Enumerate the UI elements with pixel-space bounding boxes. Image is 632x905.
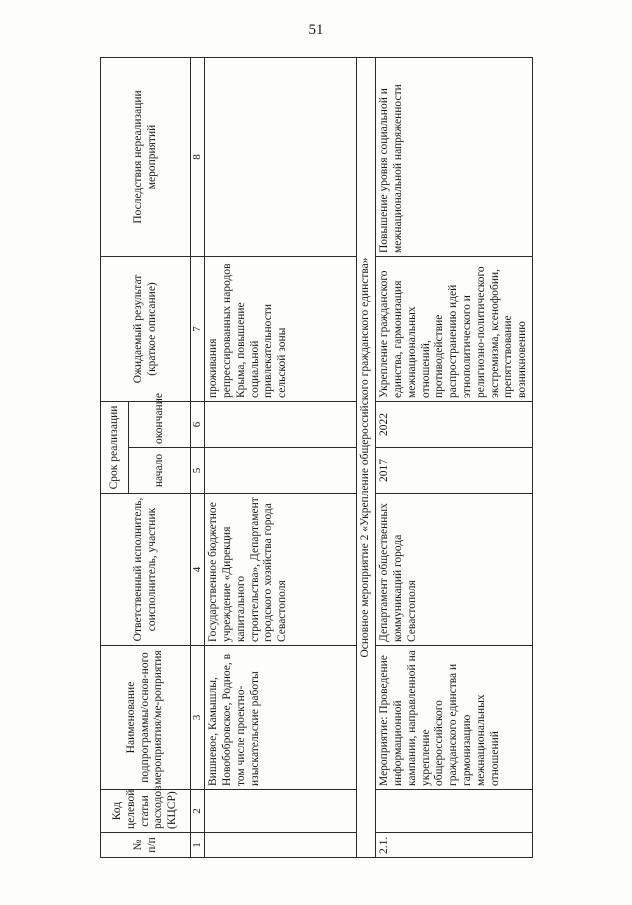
page-number: 51 xyxy=(308,22,324,38)
header-responsible: Ответственный исполнитель, соисполнитель, участник xyxy=(101,494,191,646)
cell-responsible: Государственное бюджетное учреждение «Дирекция капитального строительства», Департамент городского хозяйства города Севастополя xyxy=(205,494,357,646)
cell-name: Мероприятие: Проведение информационной кампании, направленной на укрепление общероссийского гражданского единства и гармонизацию межнациональных отношений xyxy=(376,646,533,790)
section-row xyxy=(357,58,376,858)
cell-consequences xyxy=(205,58,357,257)
column-number-row xyxy=(191,58,205,858)
cell-name: Вишневое, Камышлы, Новобобровское, Родное, в том числе проектно-изыскательские работы xyxy=(205,646,357,790)
cell-result: Укрепление гражданского единства, гармонизация межнациональных отношений, противодействие распространению идей этнополитического и религиозно-политического экстремизма, ксенофобии, препятствование возникновению xyxy=(376,257,533,402)
cell-responsible: Департамент общественных коммуникаций города Севастополя xyxy=(376,494,533,646)
column-number: 1 xyxy=(191,833,205,858)
table-row xyxy=(205,58,357,858)
cell-start xyxy=(205,448,357,494)
column-number: 8 xyxy=(191,58,205,257)
column-number: 4 xyxy=(191,494,205,646)
section-title: Основное мероприятие 2 «Укрепление общероссийского гражданского единства» xyxy=(357,58,376,858)
cell-end: 2022 xyxy=(376,402,533,448)
header-row-top xyxy=(101,58,129,858)
rotated-table-container xyxy=(100,58,532,858)
header-result: Ожидаемый результат (краткое описание) xyxy=(101,257,191,402)
cell-num: 2.1. xyxy=(376,833,533,858)
header-kcsr: Код целевой статьи расходов (КЦСР) xyxy=(101,790,191,833)
cell-consequences: Повышение уровня социальной и межнациональной напряженности xyxy=(376,58,533,257)
cell-kcsr xyxy=(205,790,357,833)
header-period: Срок реализации xyxy=(101,402,129,494)
column-number: 3 xyxy=(191,646,205,790)
cell-end xyxy=(205,402,357,448)
column-number: 7 xyxy=(191,257,205,402)
table-row xyxy=(376,58,533,858)
header-name: Наименование подпрограммы/основ-ного мероприятия/ме-роприятия xyxy=(101,646,191,790)
header-consequences: Последствия нереализации мероприятий xyxy=(101,58,191,257)
column-number: 6 xyxy=(191,402,205,448)
cell-start: 2017 xyxy=(376,448,533,494)
column-number: 2 xyxy=(191,790,205,833)
cell-result: проживания репрессированных народов Крыма, повышение социальной привлекательности сельской зоны xyxy=(205,257,357,402)
header-start: начало xyxy=(129,448,191,494)
cell-num xyxy=(205,833,357,858)
header-end: окончание xyxy=(129,402,191,448)
cell-kcsr xyxy=(376,790,533,833)
column-number: 5 xyxy=(191,448,205,494)
program-measures-table xyxy=(100,57,533,858)
header-num: № п/п xyxy=(101,833,191,858)
